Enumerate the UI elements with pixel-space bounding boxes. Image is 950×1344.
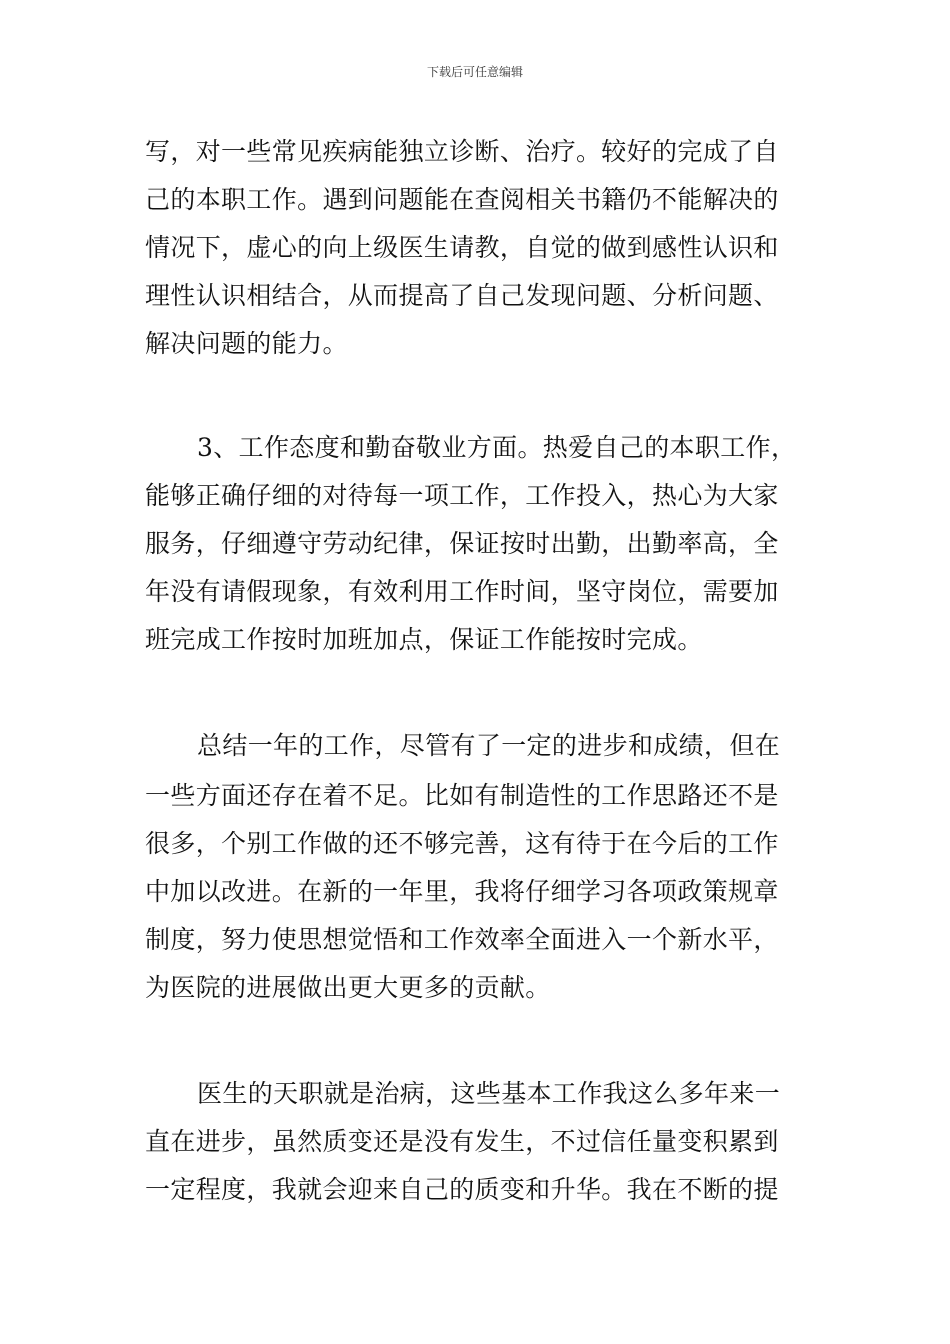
paragraph-line: 理性认识相结合，从而提高了自己发现问题、分析问题、: [145, 281, 779, 310]
paragraph-line: 能够正确仔细的对待每一项工作，工作投入，热心为大家: [145, 481, 779, 510]
paragraph-line: 解决问题的能力。: [145, 329, 348, 358]
paragraph-line: 写，对一些常见疾病能独立诊断、治疗。较好的完成了自: [145, 137, 779, 166]
paragraph-line: 班完成工作按时加班加点，保证工作能按时完成。: [145, 625, 703, 654]
paragraph-line: 己的本职工作。遇到问题能在查阅相关书籍仍不能解决的: [145, 185, 779, 214]
paragraph-line: 制度，努力使思想觉悟和工作效率全面进入一个新水平，: [145, 925, 779, 954]
paragraph-line: 中加以改进。在新的一年里，我将仔细学习各项政策规章: [145, 877, 779, 906]
paragraph-line: 很多，个别工作做的还不够完善，这有待于在今后的工作: [145, 829, 779, 858]
paragraph-line: 一定程度，我就会迎来自己的质变和升华。我在不断的提: [145, 1175, 779, 1204]
paragraph-line: 情况下，虚心的向上级医生请教，自觉的做到感性认识和: [145, 233, 779, 262]
paragraph-line: 医生的天职就是治病，这些基本工作我这么多年来一: [197, 1079, 781, 1108]
paragraph-line: 3、工作态度和勤奋敬业方面。热爱自己的本职工作，: [197, 433, 797, 462]
paragraph-line: 总结一年的工作，尽管有了一定的进步和成绩，但在: [197, 731, 781, 760]
paragraph-line: 直在进步，虽然质变还是没有发生，不过信任量变积累到: [145, 1127, 779, 1156]
paragraph-line: 为医院的进展做出更大更多的贡献。: [145, 973, 551, 1002]
paragraph-line: 服务，仔细遵守劳动纪律，保证按时出勤，出勤率高，全: [145, 529, 779, 558]
paragraph-line: 一些方面还存在着不足。比如有制造性的工作思路还不是: [145, 781, 779, 810]
page-header: 下载后可任意编辑: [426, 65, 523, 79]
paragraph-line: 年没有请假现象，有效利用工作时间，坚守岗位，需要加: [145, 577, 779, 606]
